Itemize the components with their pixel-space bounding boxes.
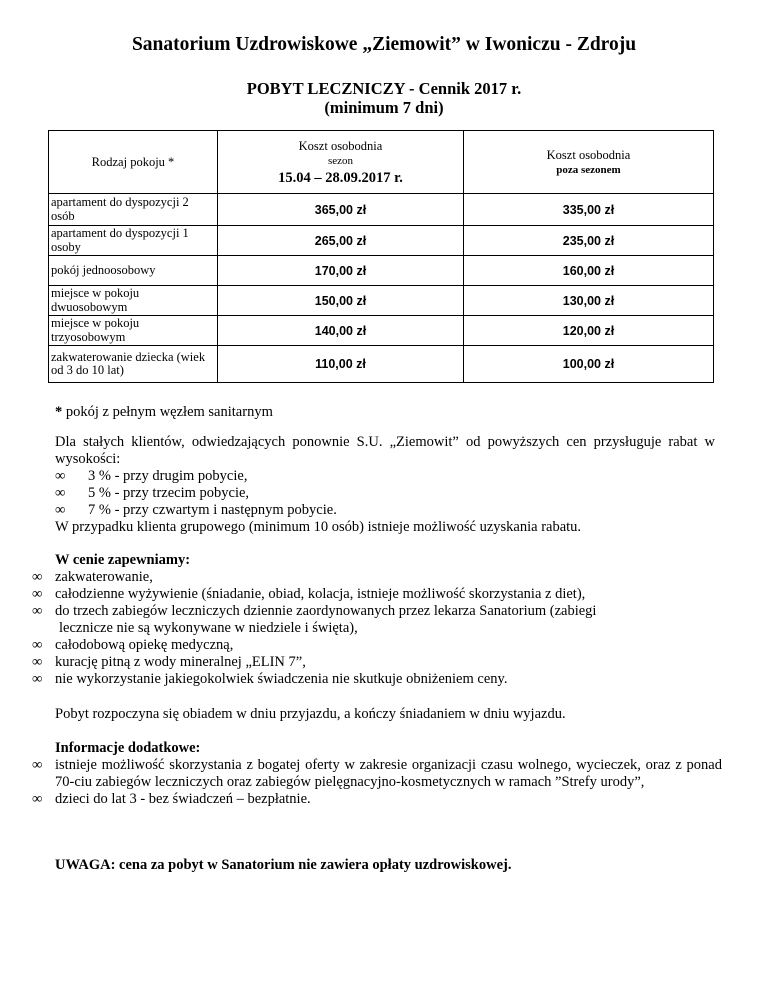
included-heading: W cenie zapewniamy: <box>55 552 191 568</box>
header-off-season <box>464 131 714 194</box>
list-item: ∞ istnieje możliwość skorzystania z bogatej oferty w zakresie organizacji czasu wolnego, wycieczek, oraz z ponad 70-ciu zabiegów leczniczych oraz zabiegów pielęgnacyjno-kosmetycznych w ramach ”Strefy urody”, <box>32 757 722 790</box>
season-price-cell: 365,00 zł <box>218 194 464 226</box>
list-item: ∞ 5 % - przy trzecim pobycie, <box>55 485 250 501</box>
infinity-bullet-icon: ∞ <box>32 603 43 619</box>
off-season-price-cell: 160,00 zł <box>464 256 714 286</box>
infinity-bullet-icon: ∞ <box>32 757 43 773</box>
table-row <box>49 286 714 316</box>
season-price-cell: 150,00 zł <box>218 286 464 316</box>
off-season-price-cell: 130,00 zł <box>464 286 714 316</box>
room-type-cell: pokój jednoosobowy <box>49 256 218 286</box>
header-off-line1: Koszt osobodnia <box>546 147 631 162</box>
off-season-price-cell: 335,00 zł <box>464 194 714 226</box>
header-room-type: Rodzaj pokoju * <box>49 131 218 194</box>
room-type-cell: miejsce w pokoju trzyosobowym <box>49 316 218 346</box>
discount-group: W przypadku klienta grupowego (minimum 10 osób) istnieje możliwość uzyskania rabatu. <box>55 519 582 535</box>
off-season-price-cell: 120,00 zł <box>464 316 714 346</box>
infinity-bullet-icon: ∞ <box>32 671 43 687</box>
header-off-line2: poza sezonem <box>556 163 621 176</box>
additional-heading: Informacje dodatkowe: <box>55 740 201 756</box>
room-type-cell: apartament do dyspozycji 2 osób <box>49 194 218 226</box>
infinity-bullet-icon: ∞ <box>32 586 43 602</box>
additional-list <box>32 757 722 808</box>
infinity-bullet-icon: ∞ <box>55 468 66 484</box>
list-item: ∞ nie wykorzystanie jakiegokolwiek świadczenia nie skutkuje obniżeniem ceny. <box>32 671 508 687</box>
page-title: Sanatorium Uzdrowiskowe „Ziemowit” w Iwoniczu - Zdroju <box>131 34 637 55</box>
room-type-cell: miejsce w pokoju dwuosobowym <box>49 286 218 316</box>
discount-section <box>55 434 715 536</box>
table-row <box>49 346 714 383</box>
discount-intro: Dla stałych klientów, odwiedzających ponownie S.U. „Ziemowit” od powyższych cen przysługuje rabat w wysokości: <box>55 434 715 467</box>
price-list-subtitle <box>0 79 768 117</box>
list-item: ∞ całodobową opiekę medyczną, <box>32 637 234 653</box>
header-season-dates: 15.04 – 28.09.2017 r. <box>278 170 403 186</box>
off-season-price-cell: 235,00 zł <box>464 226 714 256</box>
stay-info: Pobyt rozpoczyna się obiadem w dniu przyjazdu, a kończy śniadaniem w dniu wyjazdu. <box>55 706 566 722</box>
infinity-bullet-icon: ∞ <box>32 654 43 670</box>
subtitle-line-1: POBYT LECZNICZY - Cennik 2017 r. <box>246 79 522 98</box>
season-price-cell: 140,00 zł <box>218 316 464 346</box>
list-item: ∞ 3 % - przy drugim pobycie, <box>55 468 248 484</box>
season-price-cell: 170,00 zł <box>218 256 464 286</box>
header-season <box>218 131 464 194</box>
table-row <box>49 316 714 346</box>
included-list <box>32 569 722 688</box>
list-item: ∞ dzieci do lat 3 - bez świadczeń – bezpłatnie. <box>32 791 311 807</box>
price-table <box>48 130 714 383</box>
season-price-cell: 265,00 zł <box>218 226 464 256</box>
list-item: ∞ całodzienne wyżywienie (śniadanie, obiad, kolacja, istnieje możliwość skorzystania z diet), <box>32 586 586 602</box>
off-season-price-cell: 100,00 zł <box>464 346 714 383</box>
warning-note: UWAGA: cena za pobyt w Sanatorium nie zawiera opłaty uzdrowiskowej. <box>55 857 512 873</box>
table-row <box>49 194 714 226</box>
list-item: ∞ zakwaterowanie, <box>32 569 153 585</box>
infinity-bullet-icon: ∞ <box>55 502 66 518</box>
infinity-bullet-icon: ∞ <box>32 791 43 807</box>
footnote <box>55 404 715 421</box>
table-row <box>49 256 714 286</box>
infinity-bullet-icon: ∞ <box>32 569 43 585</box>
room-type-cell: zakwaterowanie dziecka (wiek od 3 do 10 lat) <box>49 346 218 383</box>
footnote-star: * <box>55 404 63 420</box>
subtitle-line-2: (minimum 7 dni) <box>324 98 444 117</box>
season-price-cell: 110,00 zł <box>218 346 464 383</box>
header-season-line1: Koszt osobodnia <box>298 139 383 153</box>
table-row <box>49 226 714 256</box>
list-item: ∞ do trzech zabiegów leczniczych dziennie zaordynowanych przez lekarza Sanatorium (zabiegi lecznicze nie są wykonywane w niedziele i święta), <box>32 603 597 636</box>
list-item: ∞ 7 % - przy czwartym i następnym pobycie. <box>55 502 337 518</box>
list-item: ∞ kurację pitną z wody mineralnej „ELIN 7”, <box>32 654 306 670</box>
infinity-bullet-icon: ∞ <box>55 485 66 501</box>
room-type-cell: apartament do dyspozycji 1 osoby <box>49 226 218 256</box>
header-season-line2: sezon <box>327 155 354 167</box>
infinity-bullet-icon: ∞ <box>32 637 43 653</box>
table-header-row <box>49 131 714 194</box>
footnote-text: pokój z pełnym węzłem sanitarnym <box>65 404 273 420</box>
